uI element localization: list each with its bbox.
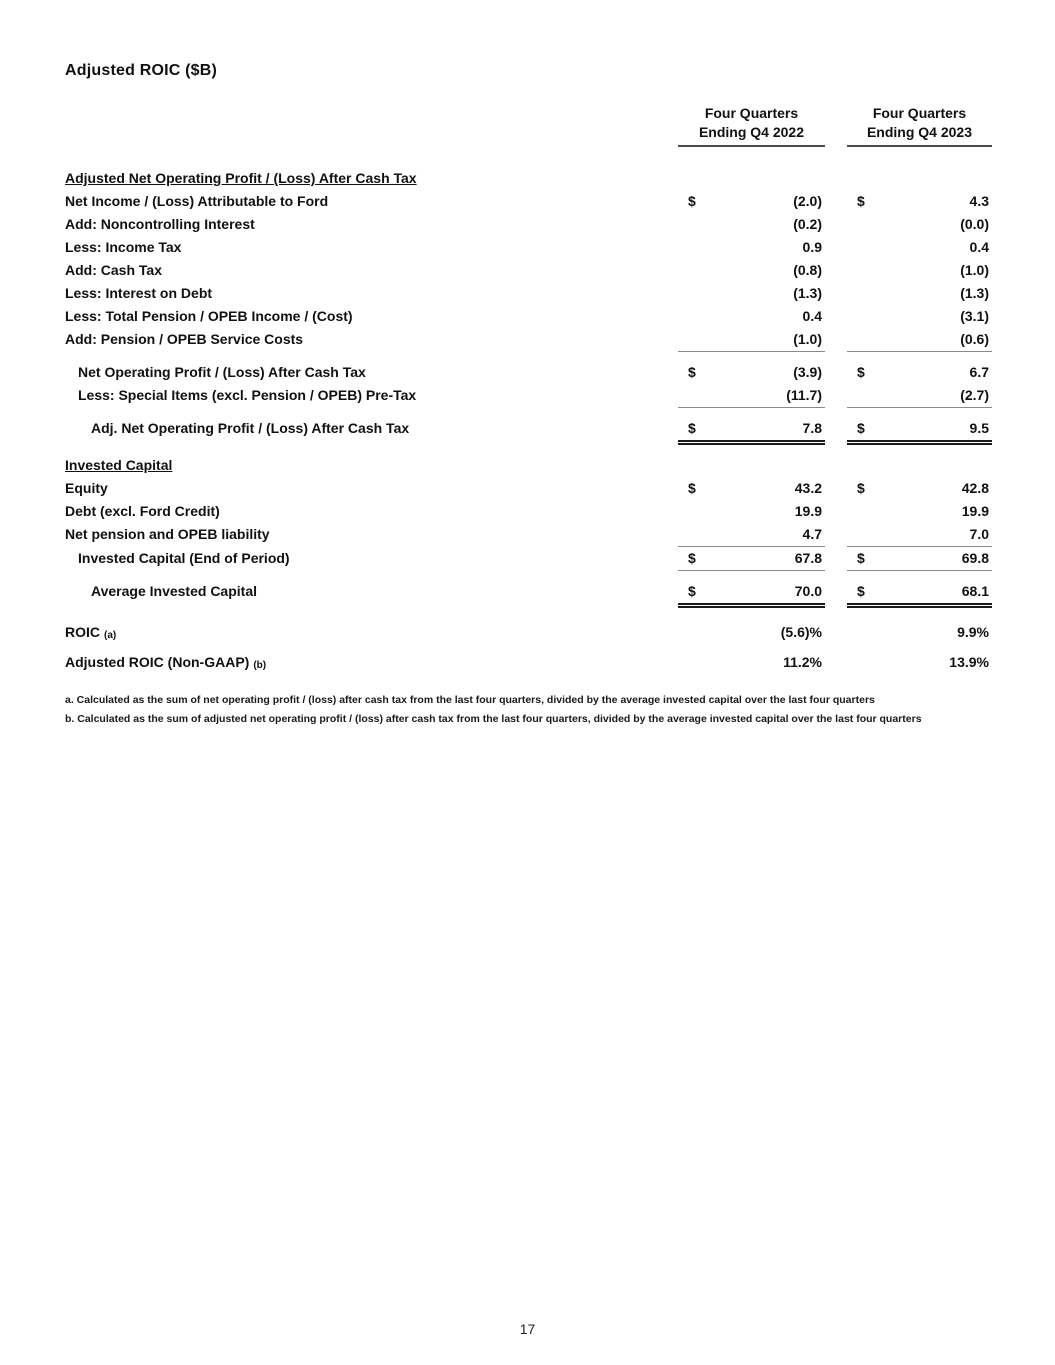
row-label xyxy=(65,651,656,676)
value: 4.3 xyxy=(969,193,989,209)
row-label-text: Add: Pension / OPEB Service Costs xyxy=(65,331,304,347)
value-cell xyxy=(847,190,992,213)
row-label-text: Less: Interest on Debt xyxy=(65,285,213,301)
value: (2.0) xyxy=(793,193,822,209)
row-label-text: Less: Special Items (excl. Pension / OPEB) Pre-Tax xyxy=(78,387,417,403)
row-label xyxy=(65,621,656,646)
value: 42.8 xyxy=(961,480,989,496)
value-cell xyxy=(678,190,825,213)
row-label xyxy=(65,213,656,236)
section-label xyxy=(65,167,656,190)
value-cell xyxy=(847,500,992,523)
value: 70.0 xyxy=(794,583,822,599)
table-row xyxy=(65,547,992,571)
value-cell xyxy=(678,500,825,523)
table-rows xyxy=(65,167,992,676)
column-header-2023 xyxy=(847,104,992,147)
value-cell xyxy=(678,167,825,190)
footnote-marker: (a) xyxy=(104,630,117,641)
table-row xyxy=(65,621,992,646)
dollar-sign: $ xyxy=(688,193,696,209)
row-label xyxy=(65,190,656,213)
footnote-a: a. Calculated as the sum of net operating profit / (loss) after cash tax from the last four quarters, divided by the average invested capital over the last four quarters xyxy=(65,694,875,706)
row-label xyxy=(65,547,656,571)
value-cell xyxy=(847,621,992,646)
footnotes xyxy=(65,691,992,729)
dollar-sign: $ xyxy=(857,364,865,380)
table-row xyxy=(65,523,992,547)
table-row xyxy=(65,580,992,608)
value-cell xyxy=(678,580,825,608)
value-cell xyxy=(847,651,992,676)
row-label xyxy=(65,259,656,282)
value-cell xyxy=(678,384,825,408)
financial-table xyxy=(65,104,992,676)
section-label xyxy=(65,454,656,477)
value-cell xyxy=(847,547,992,571)
row-label-text: Less: Income Tax xyxy=(65,239,182,255)
column-header-line1: Four Quarters xyxy=(704,105,799,121)
value: (1.3) xyxy=(960,285,989,301)
value-cell xyxy=(678,477,825,500)
value: 69.8 xyxy=(961,550,989,566)
row-label-text: ROIC xyxy=(65,624,100,640)
table-row xyxy=(65,259,992,282)
value: (3.1) xyxy=(960,308,989,324)
row-label-text: Invested Capital (End of Period) xyxy=(78,550,290,566)
value-cell xyxy=(678,361,825,384)
table-row xyxy=(65,305,992,328)
value-cell xyxy=(678,282,825,305)
header-spacer xyxy=(65,104,656,147)
row-label xyxy=(65,523,656,547)
value-cell xyxy=(847,167,992,190)
value: (0.6) xyxy=(960,331,989,347)
value-cell xyxy=(678,259,825,282)
value: 4.7 xyxy=(802,526,822,542)
value: 11.2% xyxy=(783,654,822,670)
value-cell xyxy=(678,213,825,236)
value: 13.9% xyxy=(949,654,989,670)
row-label-text: Adj. Net Operating Profit / (Loss) After Cash Tax xyxy=(91,420,410,436)
row-label xyxy=(65,580,656,608)
value-cell xyxy=(847,384,992,408)
row-label xyxy=(65,477,656,500)
row-label-text: Average Invested Capital xyxy=(91,583,257,599)
row-label-text: Debt (excl. Ford Credit) xyxy=(65,503,220,519)
row-label xyxy=(65,236,656,259)
value: 19.9 xyxy=(794,503,822,519)
footnote-marker: (b) xyxy=(253,660,267,671)
table-row xyxy=(65,236,992,259)
value: (1.0) xyxy=(793,331,822,347)
footnote-b: b. Calculated as the sum of adjusted net operating profit / (loss) after cash tax from the last four quarters, divided by the average invested capital over the last four quarters xyxy=(65,713,922,725)
row-label xyxy=(65,417,656,445)
row-label-text: Add: Noncontrolling Interest xyxy=(65,216,255,232)
value: (2.7) xyxy=(960,387,989,403)
value-cell xyxy=(847,417,992,445)
row-label xyxy=(65,361,656,384)
value-cell xyxy=(678,621,825,646)
dollar-sign: $ xyxy=(688,364,696,380)
value: 7.8 xyxy=(802,420,822,436)
row-label-text: Net Operating Profit / (Loss) After Cash Tax xyxy=(78,364,366,380)
value-cell xyxy=(678,236,825,259)
table-row xyxy=(65,282,992,305)
table-row xyxy=(65,651,992,676)
table-row xyxy=(65,477,992,500)
value-cell xyxy=(678,523,825,547)
table-row xyxy=(65,361,992,384)
value: 67.8 xyxy=(794,550,822,566)
value-cell xyxy=(847,454,992,477)
dollar-sign: $ xyxy=(688,420,696,436)
value-cell xyxy=(678,547,825,571)
value-cell xyxy=(847,213,992,236)
dollar-sign: $ xyxy=(857,193,865,209)
value-cell xyxy=(678,417,825,445)
row-label xyxy=(65,328,656,352)
value: (11.7) xyxy=(786,387,822,403)
value-cell xyxy=(678,651,825,676)
row-label-text: Adjusted Net Operating Profit / (Loss) After Cash Tax xyxy=(65,170,417,186)
section-row xyxy=(65,167,992,190)
row-label-text: Net Income / (Loss) Attributable to Ford xyxy=(65,193,329,209)
dollar-sign: $ xyxy=(688,583,696,599)
table-header-row xyxy=(65,104,992,147)
value: 68.1 xyxy=(961,583,989,599)
value: (0.0) xyxy=(960,216,989,232)
dollar-sign: $ xyxy=(688,550,696,566)
value: (1.3) xyxy=(793,285,822,301)
value: 19.9 xyxy=(961,503,989,519)
value: (0.8) xyxy=(793,262,822,278)
column-header-line2: Ending Q4 2022 xyxy=(698,124,805,140)
row-label-text: Adjusted ROIC (Non-GAAP) xyxy=(65,654,250,670)
value: 0.4 xyxy=(802,308,822,324)
value-cell xyxy=(847,523,992,547)
value: 9.5 xyxy=(969,420,989,436)
value-cell xyxy=(678,305,825,328)
value: 43.2 xyxy=(794,480,822,496)
row-label xyxy=(65,282,656,305)
value: (5.6)% xyxy=(780,624,822,640)
column-header-2022 xyxy=(678,104,825,147)
column-header-line2: Ending Q4 2023 xyxy=(866,124,973,140)
dollar-sign: $ xyxy=(857,420,865,436)
section-row xyxy=(65,454,992,477)
dollar-sign: $ xyxy=(857,583,865,599)
value: (1.0) xyxy=(960,262,989,278)
value: 0.4 xyxy=(969,239,989,255)
value-cell xyxy=(847,580,992,608)
value-cell xyxy=(847,361,992,384)
value-cell xyxy=(847,477,992,500)
value-cell xyxy=(847,259,992,282)
dollar-sign: $ xyxy=(688,480,696,496)
value-cell xyxy=(847,305,992,328)
row-label xyxy=(65,305,656,328)
value: (3.9) xyxy=(793,364,822,380)
dollar-sign: $ xyxy=(857,480,865,496)
table-row xyxy=(65,417,992,445)
value: 6.7 xyxy=(969,364,989,380)
row-label-text: Net pension and OPEB liability xyxy=(65,526,270,542)
table-row xyxy=(65,213,992,236)
row-label xyxy=(65,500,656,523)
page-number: 17 xyxy=(519,1321,536,1337)
row-label xyxy=(65,384,656,408)
value-cell xyxy=(847,282,992,305)
value: 7.0 xyxy=(969,526,989,542)
table-row xyxy=(65,500,992,523)
value: 9.9% xyxy=(957,624,989,640)
row-label-text: Invested Capital xyxy=(65,457,173,473)
value-cell xyxy=(678,454,825,477)
row-label-text: Less: Total Pension / OPEB Income / (Cost) xyxy=(65,308,353,324)
value: 0.9 xyxy=(802,239,822,255)
row-label-text: Add: Cash Tax xyxy=(65,262,162,278)
table-row xyxy=(65,384,992,408)
value-cell xyxy=(678,328,825,352)
row-label-text: Equity xyxy=(65,480,108,496)
value: (0.2) xyxy=(793,216,822,232)
column-header-line1: Four Quarters xyxy=(872,105,967,121)
page-title: Adjusted ROIC ($B) xyxy=(65,62,218,79)
dollar-sign: $ xyxy=(857,550,865,566)
value-cell xyxy=(847,328,992,352)
table-row xyxy=(65,328,992,352)
value-cell xyxy=(847,236,992,259)
table-row xyxy=(65,190,992,213)
